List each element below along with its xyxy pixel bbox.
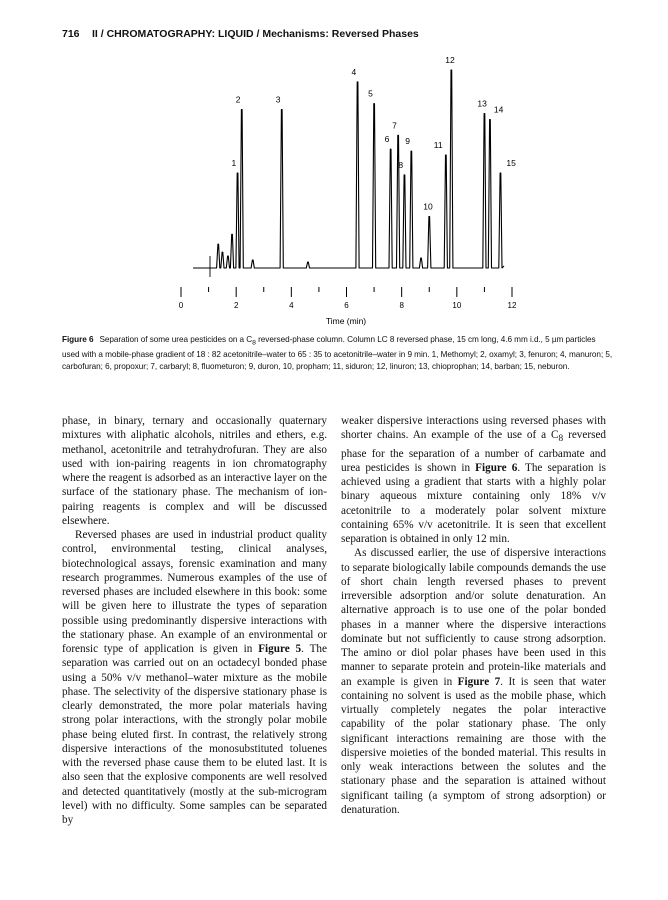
left-column: [62, 414, 327, 827]
peak-label-5: 5: [368, 88, 373, 99]
time-tick-label-4: 4: [289, 301, 294, 310]
figure-caption: [62, 334, 614, 373]
page-number: 716: [62, 28, 80, 40]
left-p2-text-a: Reversed phases are used in industrial product quality control, environmental testing, clinical analyses, biotechnological assays, forensic examination and many research programmes. Numerous examples of the use of reversed phases are included elsewhere in this book: some will be given here to illustrate the types of separation possible using predominantly dispersive interactions with the stationary phase. An example of an environmental or forensic type of application is given in: [62, 529, 327, 655]
peak-label-12: 12: [445, 55, 455, 65]
peak-label-14: 14: [493, 104, 504, 115]
peak-label-3: 3: [275, 94, 281, 105]
x-axis-title: Time (min): [325, 316, 367, 326]
right-p2-text-a: As discussed earlier, the use of dispersive interactions to separate biologically labile compounds demands the use of short chain length reversed phases to prevent irreversible adsorption and/or solute denaturation. An alternative approach is to use one of the polar bonded phases in a manner where the dispersive interactions dominate but not sufficiently to cause strong adsorption. The amino or diol polar phases have been used in this manner to separate protein and protein-like materials and an example is given in: [341, 547, 606, 688]
right-paragraph-1: [341, 414, 606, 546]
left-p2-text-b: . The separation was carried out on an octadecyl bonded phase using a 50% v/v methanol–water mixture as the mobile phase. The selectivity of the dispersive stationary phase is clearly demonstrated, the more polar materials having strong polar interactions, with the strongly polar mobile phase being eluted first. In contrast, the relatively strong dispersive interactions of the monosubstituted toluenes with the reversed phase cause them to be eluted last. It is also seen that the explosive components are well resolved and detected quantitatively (mostly at the sub-microgram level) with no difficulty. Some samples can be separated by: [62, 643, 327, 826]
left-paragraph-1: phase, in binary, ternary and occasionally quaternary mixtures with aliphatic alcohols, nitriles and ethers, e.g. methanol, acetonitrile and tetrahydrofuran. They are also used with ion-pairing reagents in ion chromatography where the reagent is adsorbed as an interactive layer on the surface of the stationary phase. The mechanism of ion-pairing reagents is complex and will be discussed elsewhere.: [62, 415, 327, 527]
right-p2-text-b: . It is seen that water containing no solvent is used as the mobile phase, which virtually completely negates the polar interactive capability of the polar stationary phase. The only significant interactions remaining are those with the dispersive moieties of the bonded material. This results in only weak interactions between the solutes and the stationary phase and the separation is attained without significant tailing (a symptom of strong adsorption) or denaturation.: [341, 675, 606, 816]
running-head: II / CHROMATOGRAPHY: LIQUID / Mechanisms: Reversed Phases: [92, 28, 419, 40]
peak-label-9: 9: [405, 136, 411, 147]
caption-text-post: reversed-phase column. Column LC 8 reversed phase, 15 cm long, 4.6 mm i.d., 5 µm particles used with a mobile-phase gradient of 18 : 82 acetonitrile–water to 65 : 35 to acetonitrile–water in 9 min. 1, Methomyl; 2, oxamyl; 3, fenuron; 4, manuron; 5, carbofuran; 6, propoxur; 7, carbaryl; 8, fluometuron; 9, duron, 10, propham; 11, siduron; 12, linuron; 13, chioprophan; 14, barban; 15, neburon.: [62, 335, 613, 372]
peak-label-7: 7: [392, 120, 397, 131]
peak-label-13: 13: [477, 98, 487, 109]
peak-label-15: 15: [506, 158, 516, 168]
peak-label-10: 10: [423, 201, 433, 212]
time-tick-label-10: 10: [452, 301, 462, 310]
time-tick-label-6: 6: [344, 301, 349, 310]
right-p1-text-b: reversed phase for the separation of a number of carbamate and urea pesticides is shown in: [341, 429, 606, 474]
time-tick-label-2: 2: [233, 301, 239, 310]
right-p1-subscript: 8: [558, 434, 564, 445]
time-tick-label-8: 8: [399, 301, 404, 310]
peak-label-1: 1: [231, 158, 237, 168]
chromatogram-figure: [0, 0, 668, 330]
right-p1-text-a: weaker dispersive interactions using reversed phases with shorter chains. An example of the use of a C: [341, 415, 606, 442]
time-axis-tick-labels: [179, 301, 517, 310]
left-paragraph-2: [62, 528, 327, 827]
peak-label-8: 8: [398, 159, 404, 170]
figure-label: Figure 6: [62, 335, 94, 344]
right-p1-text-c: . The separation is achieved using a gradient that starts with a highly polar binary aqueous mixture containing only 18% v/v acetonitrile to a moderately polar solvent mixture containing 65% v/v acetonitrile. It is seen that excellent separation is obtained in only 12 min.: [341, 461, 606, 546]
caption-text-pre: Separation of some urea pesticides on a C: [99, 335, 253, 344]
right-paragraph-2: [341, 546, 606, 817]
figure-6-reference: Figure 6: [475, 461, 518, 474]
caption-subscript: 8: [252, 339, 256, 347]
peak-label-2: 2: [235, 94, 241, 105]
time-tick-label-0: 0: [178, 301, 184, 310]
time-tick-label-12: 12: [507, 301, 517, 310]
peak-label-4: 4: [351, 66, 357, 77]
peak-label-11: 11: [433, 140, 443, 151]
time-axis-ticks: [181, 287, 512, 297]
peak-label-6: 6: [384, 134, 390, 145]
figure-5-reference: Figure 5: [258, 643, 302, 655]
figure-7-reference: Figure 7: [457, 675, 501, 688]
right-column: [341, 414, 606, 817]
